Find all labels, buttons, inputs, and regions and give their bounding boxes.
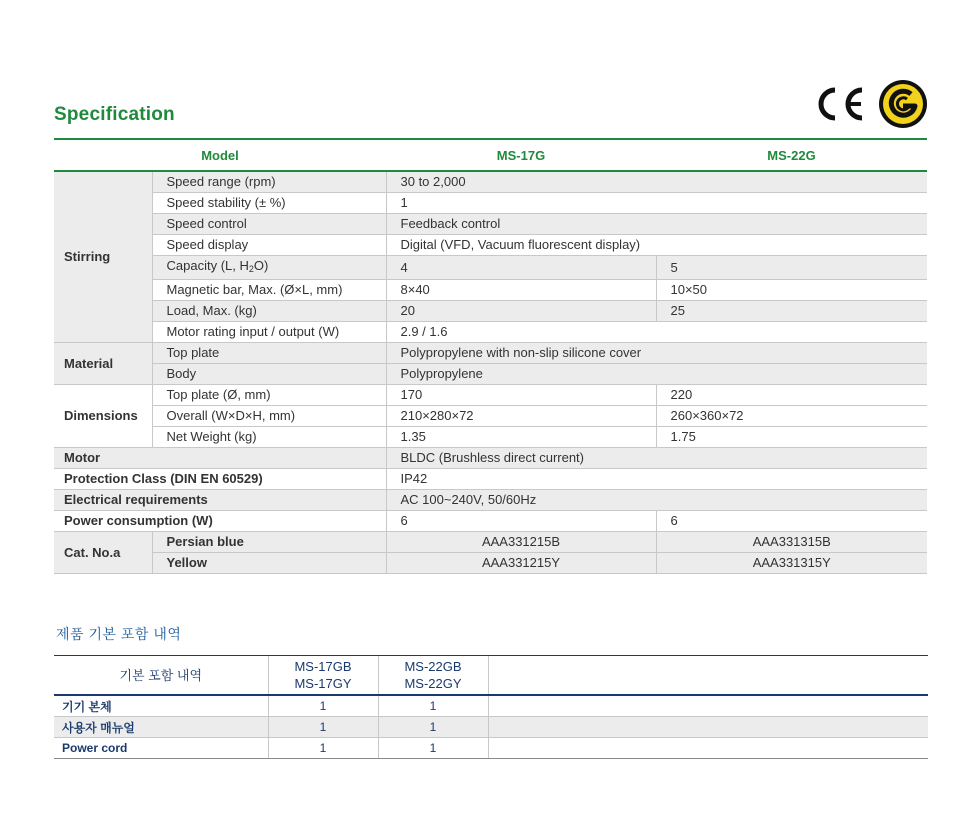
group-power: Power consumption (W) [54,511,386,532]
table-row [54,469,927,490]
table-row [54,532,927,553]
header-ms-22gb: MS-22GB [404,659,462,674]
header-ms-17gb: MS-17GB [294,659,352,674]
header-ms-22g: MS-22G [656,139,927,171]
row-value-ms-22g: AAA331315Y [656,553,927,574]
group-electrical: Electrical requirements [54,490,386,511]
ce-mark-icon [815,86,867,122]
row-value-ms-17g: 170 [386,385,656,406]
group-cat-no: Cat. No.a [54,532,152,574]
table-row [54,322,927,343]
table-row [54,717,928,738]
table-row [54,193,927,214]
row-value: Polypropylene with non-slip silicone cover [386,343,927,364]
row-label: Speed stability (± %) [152,193,386,214]
table-row [54,695,928,717]
row-value-ms-17g: 6 [386,511,656,532]
included-qty-ms-22g: 1 [378,695,488,717]
included-item-label: 기기 본체 [54,695,268,717]
row-value-ms-22g: 220 [656,385,927,406]
table-row [54,553,927,574]
table-row [54,738,928,759]
row-value: Digital (VFD, Vacuum fluorescent display) [386,235,927,256]
row-value: IP42 [386,469,927,490]
row-value-ms-17g: 8×40 [386,280,656,301]
included-qty-ms-17g: 1 [268,738,378,759]
table-row [54,406,927,427]
row-value-ms-22g: 1.75 [656,427,927,448]
table-row [54,427,927,448]
row-value: Polypropylene [386,364,927,385]
row-value-ms-22g: 25 [656,301,927,322]
row-value-ms-17g: AAA331215B [386,532,656,553]
capacity-label-sub: 2 [248,264,254,274]
table-row [54,301,927,322]
capacity-label-pre: Capacity (L, H [166,258,249,273]
row-value-ms-17g: 20 [386,301,656,322]
row-label: Top plate (Ø, mm) [152,385,386,406]
table-row [54,448,927,469]
row-label: Persian blue [152,532,386,553]
row-value-ms-17g: 4 [386,256,656,280]
row-value: 1 [386,193,927,214]
row-label: Speed range (rpm) [152,171,386,193]
table-row [54,280,927,301]
included-qty-ms-22g: 1 [378,717,488,738]
table-row [54,256,927,280]
row-value: AC 100~240V, 50/60Hz [386,490,927,511]
row-label: Motor rating input / output (W) [152,322,386,343]
row-value-ms-17g: 1.35 [386,427,656,448]
table-row [54,235,927,256]
row-label: Net Weight (kg) [152,427,386,448]
row-value: 2.9 / 1.6 [386,322,927,343]
row-value-ms-17g: 210×280×72 [386,406,656,427]
row-value: BLDC (Brushless direct current) [386,448,927,469]
group-stirring: Stirring [54,171,152,343]
empty-cell [488,717,928,738]
header-ms-17g: MS-17G [386,139,656,171]
table-row [54,214,927,235]
header-ms-17g-variants [268,656,378,696]
row-value: Feedback control [386,214,927,235]
header-empty [488,656,928,696]
row-label: Load, Max. (kg) [152,301,386,322]
table-row [54,385,927,406]
included-qty-ms-17g: 1 [268,695,378,717]
row-label: Overall (W×D×H, mm) [152,406,386,427]
row-label: Top plate [152,343,386,364]
page-title: Specification [54,104,175,125]
header-model: Model [54,139,386,171]
capacity-label-post: O) [253,258,269,273]
included-items-table [54,655,928,759]
included-item-label: Power cord [54,738,268,759]
included-header-row [54,656,928,696]
specification-table [54,138,927,574]
row-value-ms-22g: 10×50 [656,280,927,301]
header-ms-22gy: MS-22GY [404,676,462,691]
table-row [54,343,927,364]
header-ms-22g-variants [378,656,488,696]
row-value: 30 to 2,000 [386,171,927,193]
row-label: Yellow [152,553,386,574]
header-included-label: 기본 포함 내역 [54,656,268,696]
spec-header-row [54,139,927,171]
group-protection-class: Protection Class (DIN EN 60529) [54,469,386,490]
included-item-label: 사용자 매뉴얼 [54,717,268,738]
row-value-ms-22g: AAA331315B [656,532,927,553]
included-qty-ms-22g: 1 [378,738,488,759]
row-label: Speed display [152,235,386,256]
empty-cell [488,738,928,759]
empty-cell [488,695,928,717]
table-row [54,364,927,385]
group-motor: Motor [54,448,386,469]
row-value-ms-17g: AAA331215Y [386,553,656,574]
row-label: Magnetic bar, Max. (Ø×L, mm) [152,280,386,301]
included-items-title: 제품 기본 포함 내역 [56,626,182,642]
row-value-ms-22g: 6 [656,511,927,532]
row-value-ms-22g: 5 [656,256,927,280]
row-label: Speed control [152,214,386,235]
header-ms-17gy: MS-17GY [294,676,352,691]
row-label [152,256,386,280]
table-row [54,490,927,511]
included-qty-ms-17g: 1 [268,717,378,738]
row-value-ms-22g: 260×360×72 [656,406,927,427]
table-row [54,171,927,193]
group-dimensions: Dimensions [54,385,152,448]
row-label: Body [152,364,386,385]
table-row [54,511,927,532]
group-material: Material [54,343,152,385]
g-certification-icon [878,79,928,129]
